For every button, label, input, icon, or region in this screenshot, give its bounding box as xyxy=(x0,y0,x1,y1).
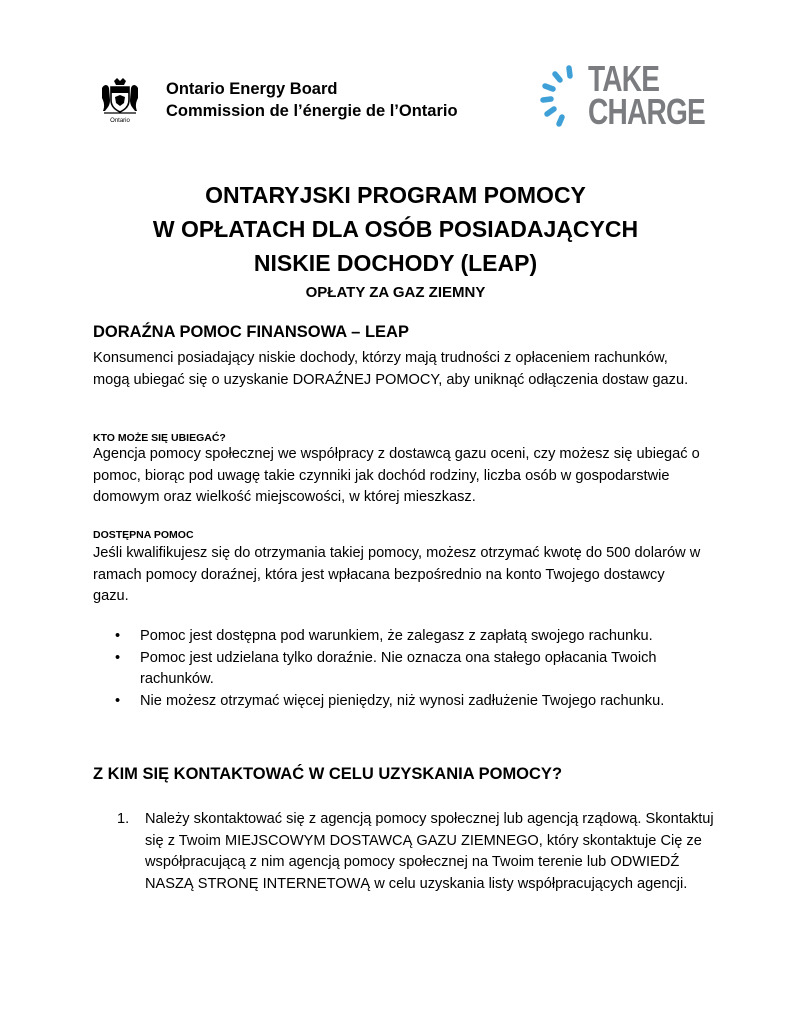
ontario-logo-label: Ontario xyxy=(110,118,130,124)
org-name-french: Commission de l’énergie de l’Ontario xyxy=(166,102,458,120)
list-item xyxy=(115,691,715,713)
subheading-who-can-apply: KTO MOŻE SIĘ UBIEGAĆ? xyxy=(93,432,226,444)
list-item xyxy=(117,809,717,895)
document-header xyxy=(0,0,791,150)
org-name-english: Ontario Energy Board xyxy=(166,80,338,98)
take-charge-line1: TAKE xyxy=(588,58,660,99)
list-item xyxy=(115,648,715,691)
section-heading-emergency-aid: DORAŹNA POMOC FINANSOWA – LEAP xyxy=(93,323,409,341)
bullet-icon: • xyxy=(115,628,121,644)
bullet-text: Pomoc jest udzielana tylko doraźnie. Nie oznacza ona stałego opłacania Twoich rachunków. xyxy=(140,649,657,687)
list-item-number: 1. xyxy=(117,811,130,827)
title-line-1: ONTARYJSKI PROGRAM POMOCY xyxy=(205,182,586,208)
who-can-apply-text: Agencja pomocy społecznej we współpracy z dostawcą gazu oceni, czy możesz się ubiegać o pomoc, biorąc pod uwagę takie czynniki jak dochód rodziny, liczba osób w gospodarstwie domowym oraz wielkość miejscowości, w której mieszkasz. xyxy=(93,446,700,505)
title-line-3: NISKIE DOCHODY (LEAP) xyxy=(253,250,538,276)
list-item xyxy=(115,626,715,648)
emergency-aid-intro: Konsumenci posiadający niskie dochody, którzy mają trudności z opłaceniem rachunków, mogą ubiegać się o uzyskanie DORAŹNEJ POMOCY, aby uniknąć odłączenia dostaw gazu. xyxy=(93,350,689,388)
list-item-text: Należy skontaktować się z agencją pomocy społecznej lub agencją rządową. Skontaktuj się z Twoim MIEJSCOWYM DOSTAWCĄ GAZU ZIEMNEGO, który skontaktuje Cię ze współpracującą z nim agencją pomocy społecznej na Twoim terenie lub ODWIEDŹ NASZĄ STRONĘ INTERNETOWĄ w celu uzyskania listy współpracujących agencji. xyxy=(145,811,714,892)
take-charge-logo xyxy=(538,58,706,136)
title-line-2: W OPŁATACH DLA OSÓB POSIADAJĄCYCH xyxy=(152,216,639,242)
document-subtitle: OPŁATY ZA GAZ ZIEMNY xyxy=(305,284,486,301)
bullet-text: Nie możesz otrzymać więcej pieniędzy, niż wynosi zadłużenie Twojego rachunku. xyxy=(140,692,665,709)
contact-numbered-list xyxy=(117,809,717,895)
organization-name xyxy=(166,78,458,122)
bullet-icon: • xyxy=(115,649,121,666)
bullet-icon: • xyxy=(115,692,121,709)
take-charge-wordmark xyxy=(588,58,706,132)
section-heading-contact: Z KIM SIĘ KONTAKTOWAĆ W CELU UZYSKANIA POMOCY? xyxy=(93,765,563,783)
document-title xyxy=(0,178,791,280)
take-charge-line2: CHARGE xyxy=(588,91,706,132)
available-aid-text: Jeśli kwalifikujesz się do otrzymania takiej pomocy, możesz otrzymać kwotę do 500 dolarów w ramach pomocy doraźnej, która jest wpłacana bezpośrednio na konto Twojego dostawcy gazu. xyxy=(93,545,701,604)
subheading-available-aid: DOSTĘPNA POMOC xyxy=(93,529,194,541)
ontario-coat-of-arms-logo xyxy=(100,78,140,124)
take-charge-burst-icon xyxy=(538,62,588,136)
conditions-bullet-list xyxy=(115,626,715,712)
bullet-text: Pomoc jest dostępna pod warunkiem, że zalegasz z zapłatą swojego rachunku. xyxy=(140,628,653,644)
